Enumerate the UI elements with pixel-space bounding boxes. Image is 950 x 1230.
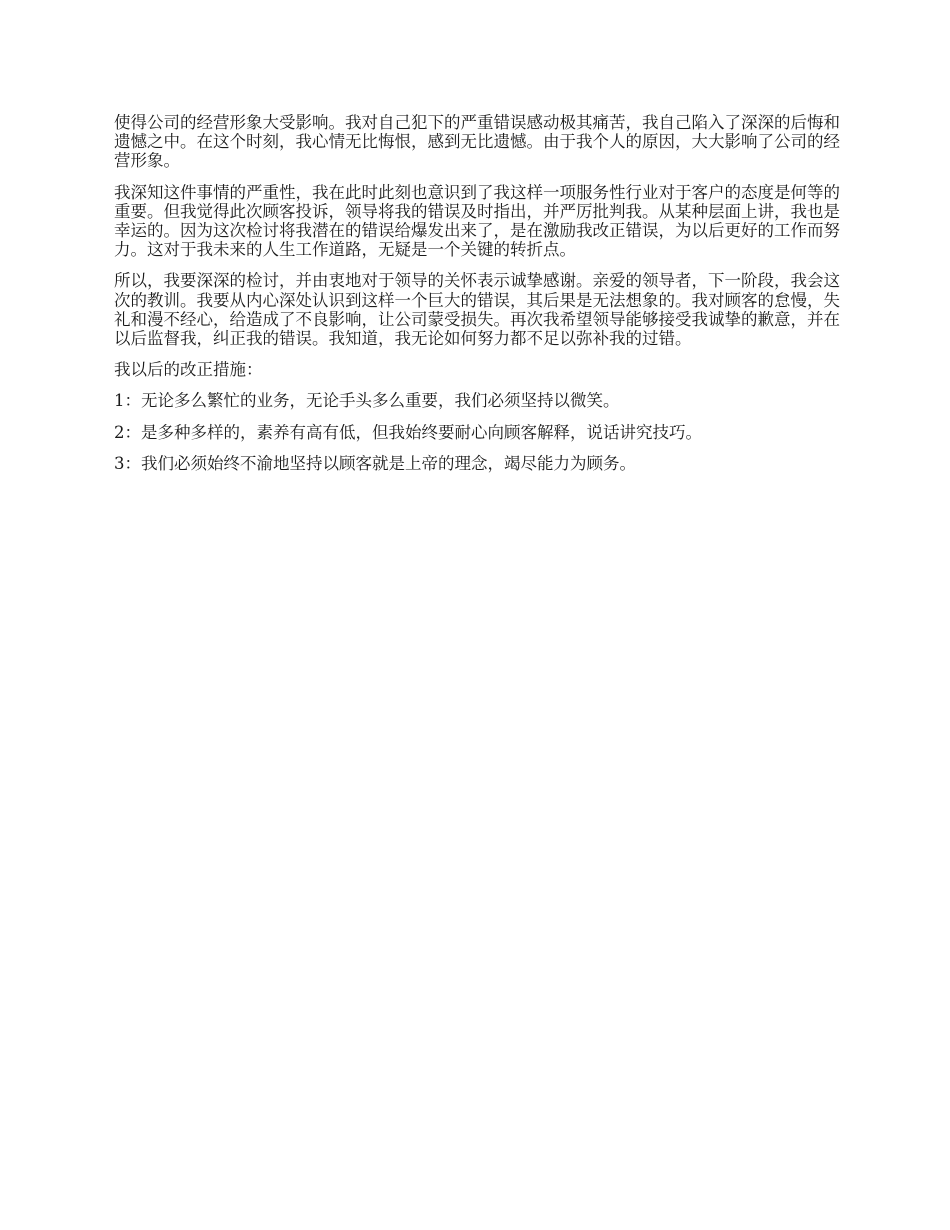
paragraph-1: 使得公司的经营形象大受影响。我对自己犯下的严重错误感动极其痛苦，我自己陷入了深深的后悔和遗憾之中。在这个时刻，我心情无比悔恨，感到无比遗憾。由于我个人的原因，大大影响了公司的经营形象。 <box>114 113 840 171</box>
measure-item-2: 2：是多种多样的，素养有高有低，但我始终要耐心向顾客解释，说话讲究技巧。 <box>114 422 702 442</box>
measure-item-1: 1：无论多么繁忙的业务，无论手头多么重要，我们必须坚持以微笑。 <box>114 391 620 411</box>
measure-item-3: 3：我们必须始终不渝地坚持以顾客就是上帝的理念，竭尽能力为顾务。 <box>114 453 636 473</box>
measures-heading: 我以后的改正措施： <box>114 360 263 380</box>
document-page <box>114 113 840 485</box>
paragraph-2: 我深知这件事情的严重性，我在此时此刻也意识到了我这样一项服务性行业对于客户的态度是何等的重要。但我觉得此次顾客投诉，领导将我的错误及时指出，并严厉批判我。从某种层面上讲，我也是幸运的。因为这次检讨将我潜在的错误给爆发出来了，是在激励我改正错误，为以后更好的工作而努力。这对于我未来的人生工作道路，无疑是一个关键的转折点。 <box>114 182 840 260</box>
paragraph-3: 所以，我要深深的检讨，并由衷地对于领导的关怀表示诚挚感谢。亲爱的领导者，下一阶段，我会这次的教训。我要从内心深处认识到这样一个巨大的错误，其后果是无法想象的。我对顾客的怠慢，失礼和漫不经心，给造成了不良影响，让公司蒙受损失。再次我希望领导能够接受我诚挚的歉意，并在以后监督我，纠正我的错误。我知道，我无论如何努力都不足以弥补我的过错。 <box>114 271 840 349</box>
